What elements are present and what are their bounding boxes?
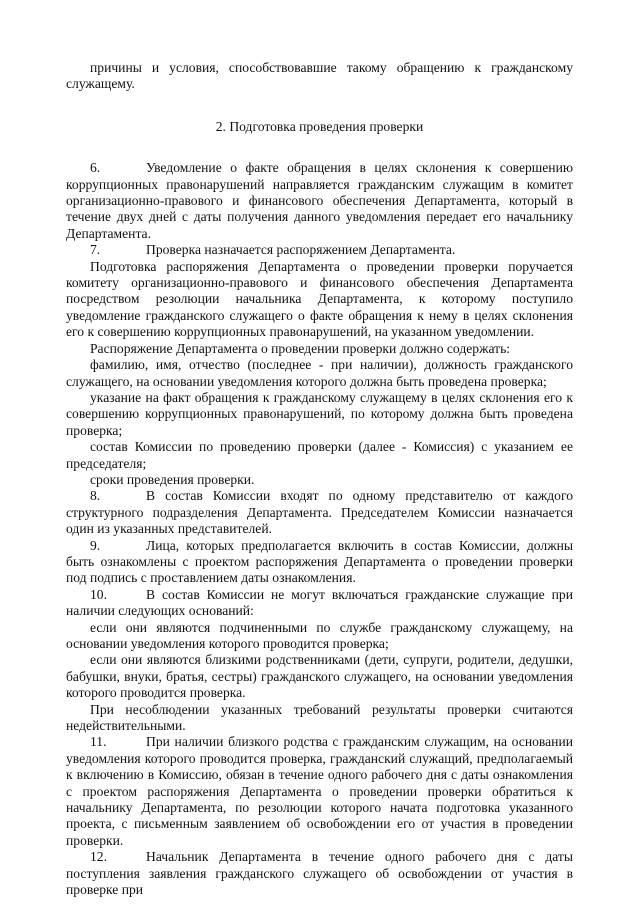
- paragraph-text: Уведомление о факте обращения в целях склонения к совершению коррупционных правонарушений направляется гражданским служащим в комитет организационно-правового и финансового обеспечения Департамента, который в течение двух дней с даты получения данного уведомления передает его начальнику Департамента.: [66, 160, 573, 241]
- paragraph-number: 8.: [90, 488, 101, 504]
- paragraph-7-item-fact: указание на факт обращения к гражданскому служащему в целях склонения его к совершению коррупционных правонарушений, по которому должна быть проведена проверка;: [66, 389, 573, 438]
- paragraph-7-item-commission: состав Комиссии по проведению проверки (далее - Комиссия) с указанием ее председателя;: [66, 439, 573, 471]
- paragraph-10: [66, 587, 573, 620]
- paragraph-text: Начальник Департамента в течение одного рабочего дня с даты поступления заявления гражданского служащего об освобождении от участия в проверке при: [66, 849, 573, 898]
- paragraph-text: В состав Комиссии входят по одному представителю от каждого структурного подразделения Департамента. Председателем Комиссии назначается один из указанных представителей.: [66, 488, 573, 537]
- section-heading: 2. Подготовка проведения проверки: [215, 118, 424, 134]
- paragraph-6: [66, 160, 573, 242]
- paragraph-12: [66, 849, 573, 898]
- document-page: [66, 60, 573, 899]
- paragraph-number: 11.: [90, 734, 107, 750]
- paragraph-number: 9.: [90, 537, 101, 553]
- paragraph-11: [66, 734, 573, 849]
- paragraph-9: [66, 538, 573, 587]
- paragraph-7-item-terms: сроки проведения проверки.: [90, 471, 255, 487]
- paragraph-10-subordinates: если они являются подчиненными по службе гражданскому служащему, на основании уведомления которого проводится проверка;: [66, 619, 573, 651]
- paragraph-text: При наличии близкого родства с гражданским служащим, на основании уведомления которого проводится проверка, гражданский служащий, предполагаемый к включению в Комиссию, обязан в течение одного рабочего дня с даты ознакомления с проектом распоряжения Департамента о проведении проверки обратиться к начальнику Департамента, по резолюции которого начата подготовка указанного проекта, с письменным заявлением об освобождении его от участия в проведении проверки.: [66, 734, 573, 848]
- paragraph-text: Проверка назначается распоряжением Департамента.: [146, 242, 456, 258]
- paragraph-7: [66, 242, 573, 258]
- intro-paragraph: причины и условия, способствовавшие такому обращению к гражданскому служащему.: [66, 60, 573, 92]
- paragraph-8: [66, 488, 573, 537]
- paragraph-7-order: Подготовка распоряжения Департамента о проведении проверки поручается комитету организационно-правового и финансового обеспечения Департамента посредством резолюции начальника Департамента, к которому поступило уведомление гражданского служащего о факте обращения к нему в целях склонения его к совершению коррупционных правонарушений, на указанном уведомлении.: [66, 258, 573, 340]
- paragraph-10-invalid: При несоблюдении указанных требований результаты проверки считаются недействительными.: [66, 701, 573, 734]
- paragraph-text: Лица, которых предполагается включить в состав Комиссии, должны быть ознакомлены с проектом распоряжения Департамента о проведении проверки под подпись с проставлением даты ознакомления.: [66, 537, 573, 586]
- paragraph-text: В состав Комиссии не могут включаться гражданские служащие при наличии следующих оснований:: [66, 586, 573, 619]
- paragraph-7-item-name: фамилию, имя, отчество (последнее - при наличии), должность гражданского служащего, на основании уведомления которого должна быть проведена проверка;: [66, 357, 573, 389]
- paragraph-number: 10.: [90, 586, 107, 602]
- paragraph-7-contents: Распоряжение Департамента о проведении проверки должно содержать:: [90, 340, 511, 356]
- paragraph-number: 7.: [90, 242, 101, 258]
- paragraph-10-relatives: если они являются близкими родственниками (дети, супруги, родители, дедушки, бабушки, внуки, братья, сестры) гражданского служащего, на основании уведомления которого проводится проверка.: [66, 652, 573, 701]
- paragraph-number: 6.: [90, 160, 101, 176]
- paragraph-number: 12.: [90, 849, 107, 865]
